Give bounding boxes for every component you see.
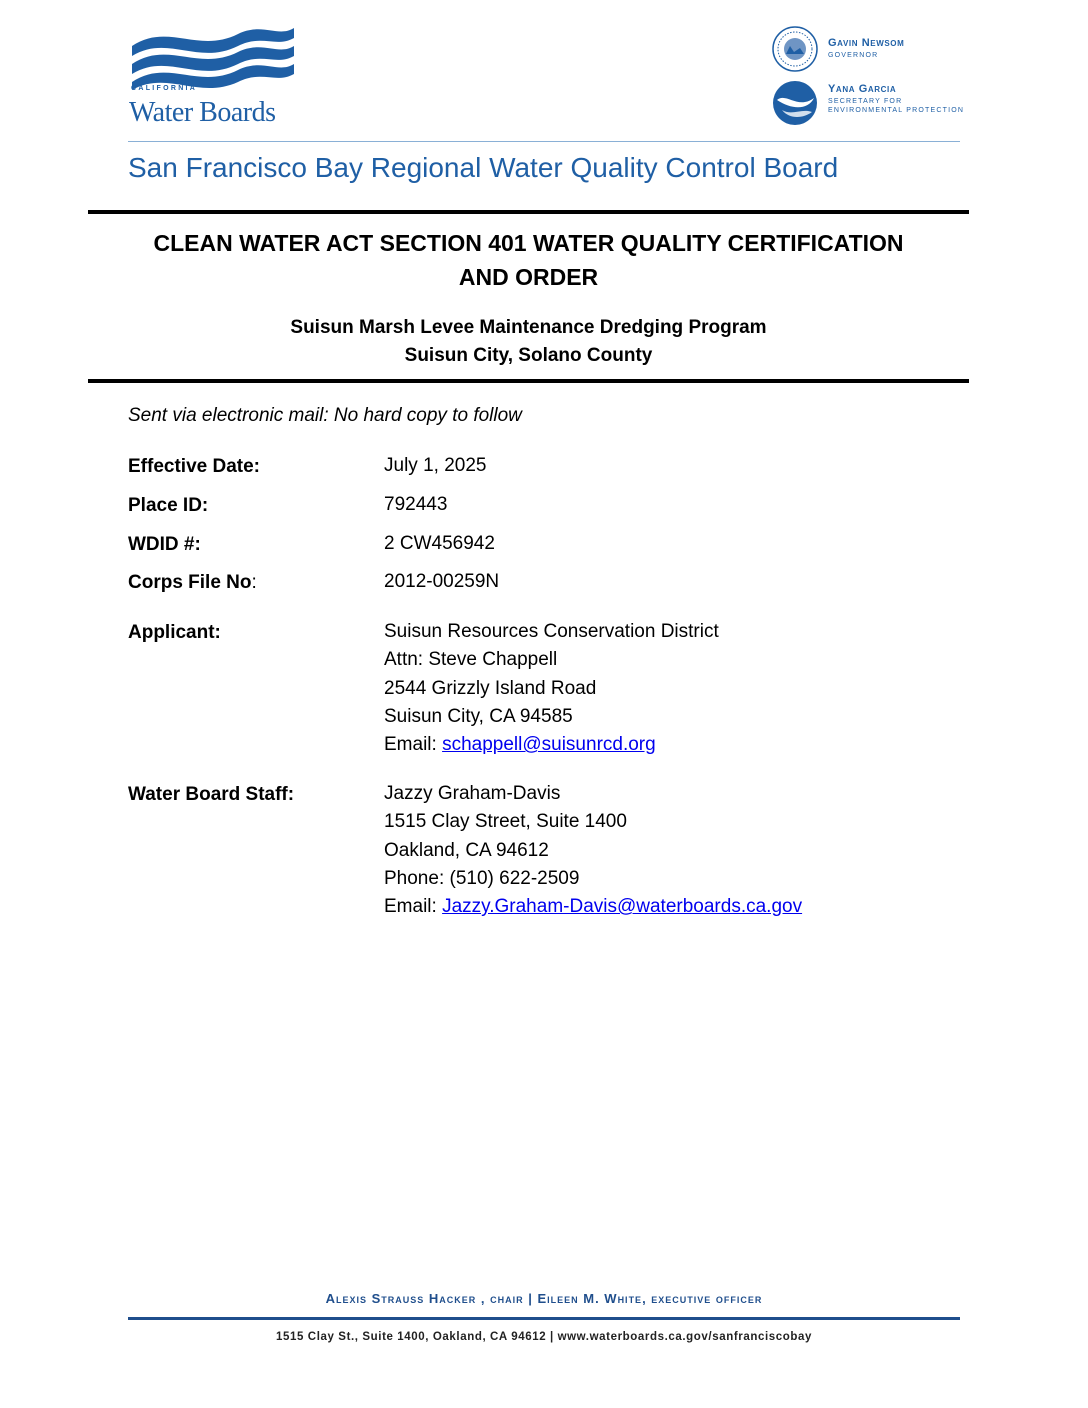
header-divider [128,141,960,142]
place-id-label: Place ID: [128,495,209,516]
title-rule-bottom [88,379,969,383]
secretary-title-line2: ENVIRONMENTAL PROTECTION [828,107,965,114]
applicant-attn: Attn: Steve Chappell [384,649,558,671]
staff-name: Jazzy Graham-Davis [384,783,561,804]
footer-address: 1515 Clay St., Suite 1400, Oakland, CA 94612 | www.waterboards.ca.gov/sanfranciscobay [276,1331,812,1343]
applicant-city: Suisun City, CA 94585 [384,705,573,727]
state-seal-icon [772,26,818,72]
wdid-label: WDID #: [128,534,201,555]
effective-date-label: Effective Date: [128,456,260,477]
applicant-label: Applicant: [128,622,221,643]
board-name: San Francisco Bay Regional Water Quality Control Board [128,152,839,183]
project-name: Suisun Marsh Levee Maintenance Dredging Program [290,317,767,338]
footer-divider [128,1317,960,1320]
title-rule-top [88,210,969,214]
applicant-name: Suisun Resources Conservation District [384,621,719,642]
staff-block [384,780,802,921]
project-subtitle [88,314,969,370]
staff-email-link[interactable]: Jazzy.Graham-Davis@waterboards.ca.gov [442,896,803,918]
staff-label: Water Board Staff: [128,784,295,805]
logo-wordmark: Water Boards [129,97,276,128]
corps-file-value: 2012-00259N [384,571,500,592]
wdid-value: 2 CW456942 [384,533,495,554]
staff-phone: Phone: (510) 622-2509 [384,867,580,889]
delivery-note: Sent via electronic mail: No hard copy to follow [128,405,522,426]
staff-street: 1515 Clay Street, Suite 1400 [384,811,627,833]
title-line-2: AND ORDER [458,264,599,290]
calepa-logo-icon [772,80,818,126]
applicant-email-line [384,731,719,759]
applicant-block [384,618,719,759]
footer-officers: Alexis Strauss Hacker , chair | Eileen M. White, executive officer [325,1291,763,1306]
staff-email-prefix: Email: [384,896,443,918]
secretary-title-line1: SECRETARY FOR [828,98,903,105]
project-location: Suisun City, Solano County [404,345,653,366]
applicant-street: 2544 Grizzly Island Road [384,677,597,699]
secretary-name: Yana Garcia [828,83,897,95]
applicant-email-prefix: Email: [384,734,443,756]
effective-date-value: July 1, 2025 [384,455,487,476]
corps-file-label-colon: : [251,572,257,593]
place-id-value: 792443 [384,494,448,515]
corps-file-label [128,572,257,594]
governor-title: GOVERNOR [828,52,879,59]
logo-state-text: CALIFORNIA [131,85,198,92]
staff-city: Oakland, CA 94612 [384,839,549,861]
corps-file-label-text: Corps File No [128,572,252,593]
document-title [88,226,969,294]
applicant-email-link[interactable]: schappell@suisunrcd.org [442,734,656,756]
title-line-1: CLEAN WATER ACT SECTION 401 WATER QUALITY CERTIFICATION [153,230,904,256]
governor-name: Gavin Newsom [828,37,905,49]
staff-email-line [384,893,802,921]
